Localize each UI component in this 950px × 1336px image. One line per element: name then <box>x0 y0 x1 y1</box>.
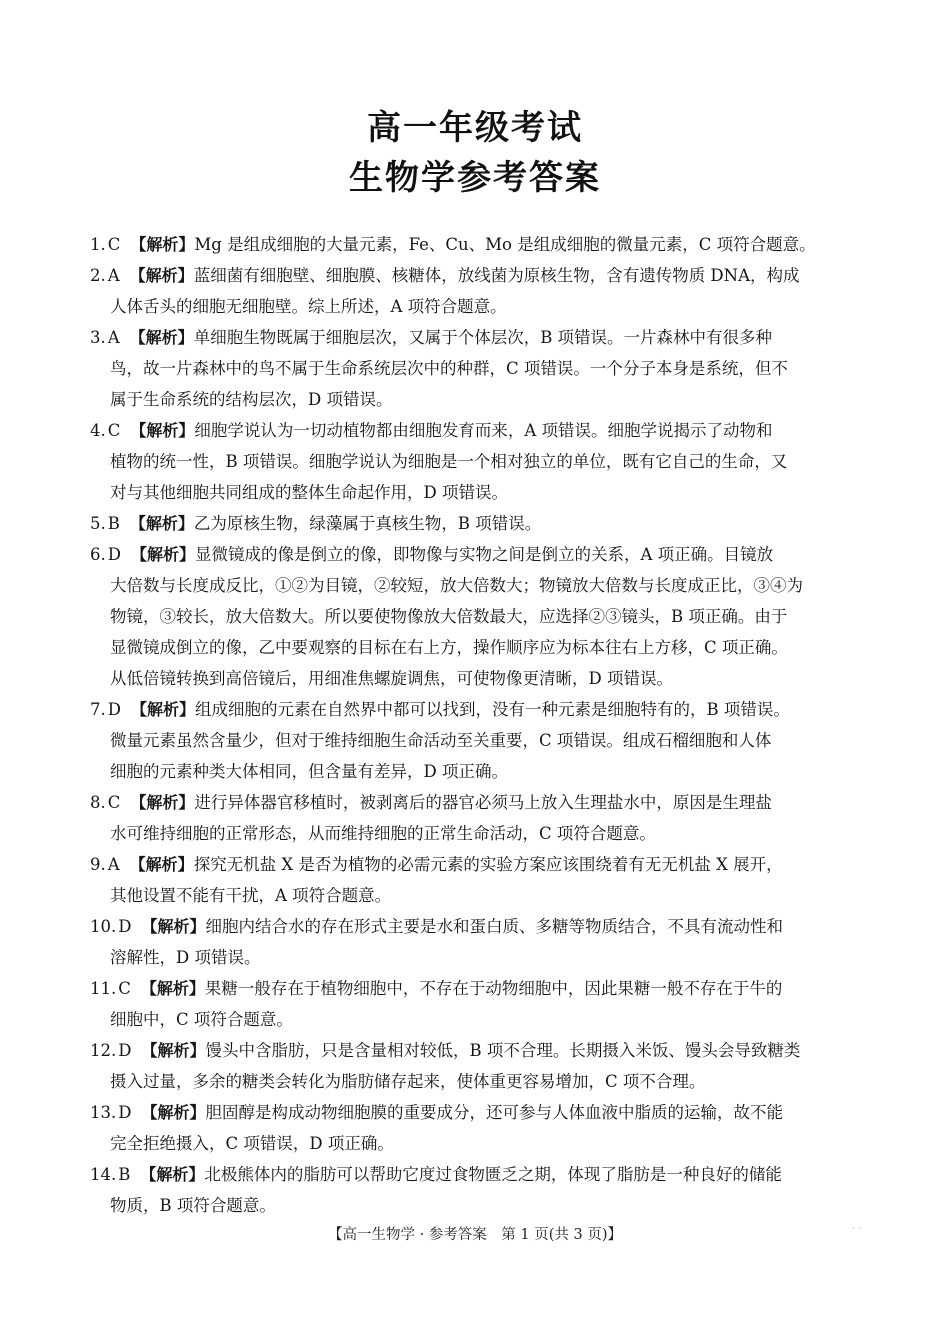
question-number: 11. <box>90 979 117 998</box>
answer-item <box>90 787 862 849</box>
analysis-continuation: 从低倍镜转换到高倍镜后，用细准焦螺旋调焦，可使物像更清晰，D 项错误。 <box>110 669 673 688</box>
answer-item <box>90 1097 862 1159</box>
analysis-continuation: 完全拒绝摄入，C 项错误，D 项正确。 <box>110 1134 394 1153</box>
analysis-text: 馒头中含脂肪，只是含量相对较低，B 项不合理。长期摄入米饭、馒头会导致糖类 <box>205 1041 801 1060</box>
analysis-tag: 【解析】 <box>129 855 194 874</box>
question-number: 9. <box>90 855 106 874</box>
answer-letter: D <box>107 700 121 719</box>
analysis-continuation: 人体舌头的细胞无细胞壁。综上所述，A 项符合题意。 <box>110 297 507 316</box>
answer-letter: C <box>107 793 121 812</box>
analysis-text: Mg 是组成细胞的大量元素，Fe、Cu、Mo 是组成细胞的微量元素，C 项符合题意。 <box>194 235 816 254</box>
answer-item <box>90 849 862 911</box>
question-number: 12. <box>90 1041 117 1060</box>
answer-letter: A <box>107 266 120 285</box>
answer-letter: C <box>107 235 121 254</box>
answer-letter: C <box>118 979 131 998</box>
analysis-text: 果糖一般存在于植物细胞中，不存在于动物细胞中，因此果糖一般不存在于牛的 <box>204 979 783 998</box>
answer-first-line <box>90 260 862 291</box>
answer-item <box>90 260 862 322</box>
answer-letter: B <box>107 514 120 533</box>
question-number: 8. <box>90 793 106 812</box>
question-number: 4. <box>90 421 106 440</box>
answer-letter: D <box>118 1103 132 1122</box>
analysis-continuation: 微量元素虽然含量少，但对于维持细胞生命活动至关重要，C 项错误。组成石榴细胞和人体 <box>110 731 772 750</box>
analysis-continuation: 细胞的元素种类大体相同，但含量有差异，D 项正确。 <box>110 762 508 781</box>
analysis-tag: 【解析】 <box>129 266 194 285</box>
analysis-text: 细胞内结合水的存在形式主要是水和蛋白质、多糖等物质结合，不具有流动性和 <box>205 917 783 936</box>
answer-letter: D <box>118 917 132 936</box>
question-number: 2. <box>90 266 106 285</box>
corner-mark: · · <box>852 1224 862 1235</box>
answer-letter: C <box>107 421 121 440</box>
answer-first-line <box>90 229 862 260</box>
analysis-text: 北极熊体内的脂肪可以帮助它度过食物匮乏之期，体现了脂肪是一种良好的储能 <box>204 1165 782 1184</box>
answer-first-line <box>90 911 862 942</box>
analysis-continuation: 对与其他细胞共同组成的整体生命起作用，D 项错误。 <box>110 483 508 502</box>
analysis-continuation: 植物的统一性，B 项错误。细胞学说认为细胞是一个相对独立的单位，既有它自己的生命，又 <box>110 452 788 471</box>
answer-first-line <box>90 787 862 818</box>
answer-first-line <box>90 694 862 725</box>
analysis-continuation: 溶解性，D 项错误。 <box>110 948 261 967</box>
answer-item <box>90 229 862 260</box>
question-number: 10. <box>90 917 117 936</box>
answer-item <box>90 694 862 787</box>
question-number: 5. <box>90 514 106 533</box>
answer-first-line <box>90 415 862 446</box>
analysis-text: 显微镜成的像是倒立的像，即物像与实物之间是倒立的关系，A 项正确。目镜放 <box>195 545 774 564</box>
question-number: 1. <box>90 235 106 254</box>
analysis-text: 胆固醇是构成动物细胞膜的重要成分，还可参与人体血液中脂质的运输，故不能 <box>205 1103 783 1122</box>
analysis-text: 细胞学说认为一切动植物都由细胞发育而来，A 项错误。细胞学说揭示了动物和 <box>194 421 773 440</box>
analysis-text: 探究无机盐 X 是否为植物的必需元素的实验方案应该围绕着有无无机盐 X 展开， <box>193 855 783 874</box>
question-number: 13. <box>90 1103 117 1122</box>
analysis-tag: 【解析】 <box>141 917 206 936</box>
answer-item <box>90 415 862 508</box>
answer-item <box>90 508 862 539</box>
answer-letter: B <box>118 1165 131 1184</box>
answer-first-line <box>90 1159 862 1190</box>
analysis-continuation: 物镜，③较长，放大倍数大。所以要使物像放大倍数最大，应选择②③镜头，B 项正确。由于 <box>110 607 788 626</box>
analysis-tag: 【解析】 <box>141 1041 206 1060</box>
answer-first-line <box>90 973 862 1004</box>
answer-first-line <box>90 508 862 539</box>
analysis-tag: 【解析】 <box>130 700 195 719</box>
answer-letter: D <box>118 1041 132 1060</box>
analysis-tag: 【解析】 <box>130 235 195 254</box>
answer-item <box>90 539 862 694</box>
answer-list <box>90 229 862 1221</box>
answer-item <box>90 973 862 1035</box>
analysis-tag: 【解析】 <box>129 514 194 533</box>
analysis-continuation: 细胞中，C 项符合题意。 <box>110 1010 293 1029</box>
analysis-continuation: 摄入过量，多余的糖类会转化为脂肪储存起来，使体重更容易增加，C 项不合理。 <box>110 1072 706 1091</box>
analysis-tag: 【解析】 <box>140 979 205 998</box>
answer-letter: D <box>107 545 121 564</box>
answer-item <box>90 911 862 973</box>
analysis-continuation: 鸟，故一片森林中的鸟不属于生命系统层次中的种群，C 项错误。一个分子本身是系统，但不 <box>110 359 788 378</box>
analysis-tag: 【解析】 <box>140 1165 205 1184</box>
question-number: 6. <box>90 545 106 564</box>
analysis-tag: 【解析】 <box>130 421 195 440</box>
answer-first-line <box>90 322 862 353</box>
answer-letter: A <box>107 328 120 347</box>
analysis-text: 单细胞生物既属于细胞层次，又属于个体层次，B 项错误。一片森林中有很多种 <box>193 328 773 347</box>
answer-item <box>90 1035 862 1097</box>
analysis-text: 乙为原核生物，绿藻属于真核生物，B 项错误。 <box>193 514 542 533</box>
analysis-continuation: 其他设置不能有干扰，A 项符合题意。 <box>110 886 392 905</box>
answer-first-line <box>90 539 862 570</box>
analysis-tag: 【解析】 <box>129 328 194 347</box>
page-footer: 【高一生物学 · 参考答案 第 1 页(共 3 页)】 <box>327 1227 623 1243</box>
analysis-text: 蓝细菌有细胞壁、细胞膜、核糖体，放线菌为原核生物，含有遗传物质 DNA，构成 <box>193 266 800 285</box>
analysis-continuation: 物质，B 项符合题意。 <box>110 1196 276 1215</box>
answer-first-line <box>90 849 862 880</box>
analysis-tag: 【解析】 <box>130 793 195 812</box>
answer-first-line <box>90 1097 862 1128</box>
exam-title: 高一年级考试 <box>367 108 583 148</box>
answer-item <box>90 1159 862 1221</box>
analysis-continuation: 大倍数与长度成反比，①②为目镜，②较短，放大倍数大；物镜放大倍数与长度成正比，③④为 <box>110 576 803 595</box>
analysis-text: 组成细胞的元素在自然界中都可以找到，没有一种元素是细胞特有的，B 项错误。 <box>195 700 790 719</box>
analysis-tag: 【解析】 <box>141 1103 206 1122</box>
answer-letter: A <box>107 855 120 874</box>
analysis-continuation: 属于生命系统的结构层次，D 项错误。 <box>110 390 393 409</box>
question-number: 3. <box>90 328 106 347</box>
analysis-continuation: 显微镜成倒立的像，乙中要观察的目标在右上方，操作顺序应为标本往右上方移，C 项正确。 <box>110 638 788 657</box>
answer-item <box>90 322 862 415</box>
question-number: 14. <box>90 1165 117 1184</box>
analysis-continuation: 水可维持细胞的正常形态，从而维持细胞的正常生命活动，C 项符合题意。 <box>110 824 656 843</box>
answer-first-line <box>90 1035 862 1066</box>
answer-key-title: 生物学参考答案 <box>349 158 601 198</box>
question-number: 7. <box>90 700 106 719</box>
analysis-text: 进行异体器官移植时，被剥离后的器官必须马上放入生理盐水中，原因是生理盐 <box>194 793 772 812</box>
analysis-tag: 【解析】 <box>130 545 195 564</box>
